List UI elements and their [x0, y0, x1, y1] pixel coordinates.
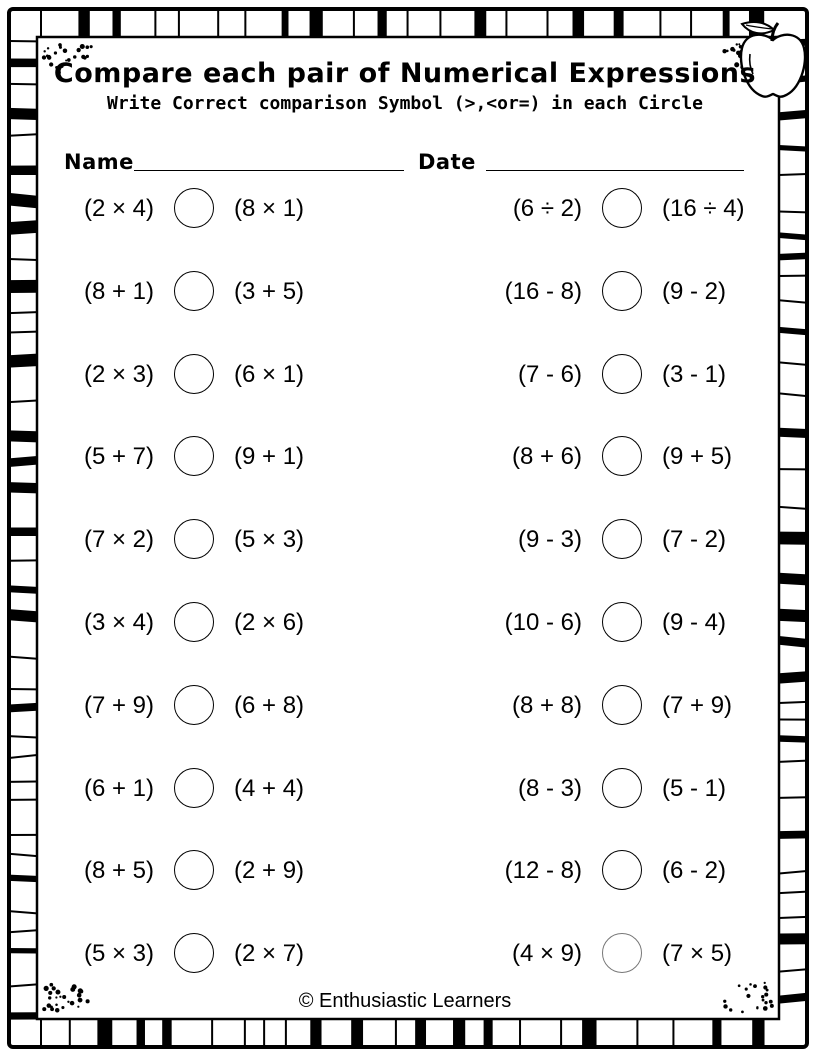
comparison-circle[interactable] — [174, 436, 214, 476]
left-expression: (12 - 8) — [504, 857, 582, 885]
problem-row — [511, 684, 733, 728]
left-expression: (8 + 8) — [511, 691, 582, 719]
problem-row — [83, 270, 305, 314]
left-expression: (8 + 1) — [83, 277, 154, 305]
comparison-circle[interactable] — [602, 602, 642, 642]
right-expression: (6 - 2) — [662, 857, 727, 885]
date-line[interactable] — [486, 170, 744, 171]
comparison-circle[interactable] — [602, 354, 642, 394]
right-expression: (4 + 4) — [234, 774, 305, 802]
comparison-circle[interactable] — [174, 768, 214, 808]
right-expression: (9 + 1) — [234, 443, 305, 471]
comparison-circle[interactable] — [174, 354, 214, 394]
problem-row — [83, 187, 305, 231]
problem-row — [517, 767, 727, 811]
left-expression: (9 - 3) — [517, 526, 582, 554]
right-expression: (7 × 5) — [662, 940, 733, 968]
left-expression: (7 - 6) — [517, 360, 582, 388]
problem-row — [517, 353, 727, 397]
problem-row — [511, 932, 733, 976]
comparison-circle[interactable] — [602, 685, 642, 725]
right-expression: (2 × 6) — [234, 609, 305, 636]
comparison-circle[interactable] — [602, 933, 642, 973]
problem-row — [83, 518, 305, 562]
right-expression: (7 + 9) — [662, 691, 733, 719]
worksheet-title: Compare each pair of Numerical Expressions — [53, 58, 757, 89]
left-expression: (7 × 2) — [83, 526, 154, 554]
left-expression: (6 ÷ 2) — [512, 195, 582, 222]
left-expression: (2 × 4) — [83, 195, 154, 222]
comparison-circle[interactable] — [602, 850, 642, 890]
left-expression: (7 + 9) — [83, 691, 154, 719]
left-expression: (8 - 3) — [517, 774, 582, 802]
problem-row — [504, 270, 727, 314]
problem-row — [511, 435, 733, 479]
problem-row — [517, 518, 727, 562]
right-expression: (3 + 5) — [234, 277, 305, 305]
comparison-circle[interactable] — [602, 436, 642, 476]
problem-row — [504, 601, 727, 645]
problem-row — [83, 601, 305, 645]
right-expression: (16 ÷ 4) — [662, 195, 745, 222]
problem-row — [504, 849, 727, 893]
comparison-circle[interactable] — [174, 519, 214, 559]
left-expression: (6 + 1) — [83, 774, 154, 802]
left-expression: (5 × 3) — [83, 940, 154, 968]
right-expression: (5 × 3) — [234, 526, 305, 554]
left-expression: (2 × 3) — [83, 360, 154, 388]
comparison-circle[interactable] — [602, 188, 642, 228]
worksheet-instructions: Write Correct comparison Symbol (>,<or=) in each Circle — [106, 93, 704, 114]
comparison-circle[interactable] — [602, 768, 642, 808]
comparison-circle[interactable] — [602, 519, 642, 559]
right-expression: (9 - 2) — [662, 277, 727, 305]
problem-row — [83, 849, 305, 893]
right-expression: (6 × 1) — [234, 360, 305, 388]
problem-row — [83, 932, 305, 976]
right-expression: (8 × 1) — [234, 195, 305, 222]
right-expression: (2 × 7) — [234, 940, 305, 968]
left-expression: (8 + 6) — [511, 443, 582, 471]
right-expression: (9 + 5) — [662, 443, 733, 471]
comparison-circle[interactable] — [174, 271, 214, 311]
right-expression: (9 - 4) — [662, 609, 727, 636]
name-label: Name — [64, 150, 134, 174]
right-expression: (7 - 2) — [662, 526, 727, 554]
comparison-circle[interactable] — [174, 188, 214, 228]
problem-row — [83, 435, 305, 479]
date-label: Date — [418, 150, 476, 174]
comparison-circle[interactable] — [174, 685, 214, 725]
left-expression: (3 × 4) — [83, 609, 154, 636]
right-expression: (2 + 9) — [234, 857, 305, 885]
problem-row — [83, 684, 305, 728]
comparison-circle[interactable] — [174, 602, 214, 642]
right-expression: (6 + 8) — [234, 691, 305, 719]
name-line[interactable] — [134, 170, 404, 171]
comparison-circle[interactable] — [602, 271, 642, 311]
right-expression: (5 - 1) — [662, 774, 727, 802]
comparison-circle[interactable] — [174, 933, 214, 973]
problem-row — [512, 187, 745, 231]
left-expression: (10 - 6) — [504, 609, 582, 636]
comparison-circle[interactable] — [174, 850, 214, 890]
left-expression: (16 - 8) — [504, 277, 582, 305]
left-expression: (5 + 7) — [83, 443, 154, 471]
left-expression: (4 × 9) — [511, 940, 582, 968]
right-expression: (3 - 1) — [662, 360, 727, 388]
copyright-footer: © Enthusiastic Learners — [298, 990, 512, 1012]
problem-row — [83, 767, 305, 811]
left-expression: (8 + 5) — [83, 857, 154, 885]
problem-row — [83, 353, 305, 397]
